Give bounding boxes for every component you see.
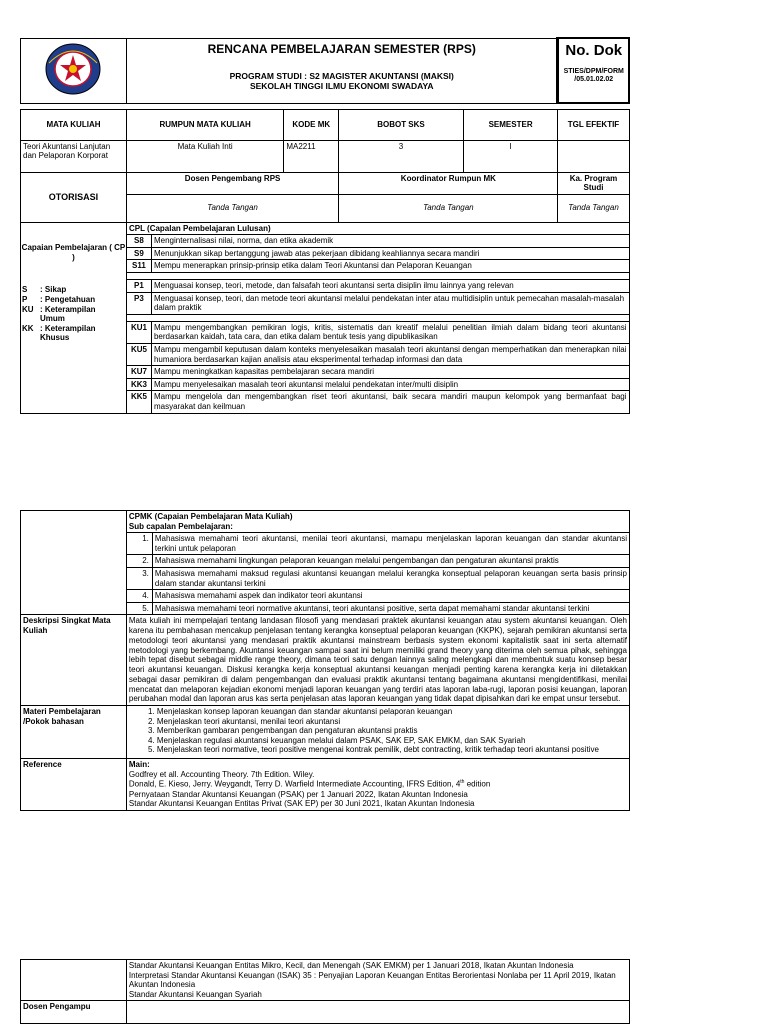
signature-kaprodi: Tanda Tangan — [558, 194, 629, 222]
col-header-sks: BOBOT SKS — [339, 109, 464, 140]
reference-continued-table — [20, 959, 630, 1024]
cpmk-table — [20, 510, 630, 811]
legend-kk: KK : Keterampilan Khusus — [22, 323, 96, 343]
list-item: 4. Menjelaskan regulasi akuntansi keuangan melalui dalam PSAK, SAK EP, SAK EMKM, dan SAK Syariah — [157, 736, 627, 746]
deskripsi-text: Mata kuliah ini mempelajari tentang landasan filosofi yang mendasari praktek akuntansi keuangan atau system akuntansi keuangan. Oleh karena itu pembahasan mencakup penjelasan tentang kerangka konseptual pelaporan keuangan (KKPK), sejarah pemikiran akuntansi serta metodologi teori akuntansi yang mendasari praktik akuntansi mainstream berbasis system ekonomi kapitalistik saat ini serta alternatif metodologi yang berkembang. Akuntansi keuangan sampai saat ini belum memiliki grand theory yang diterima oleh semua pihak, sehingga lebih tepat disebut sebagai middle range theory, dimana teori satu dengan lainnya saling melengkapi dan membentuk suatu konsep besar teori akuntansi keuangan. Diskusi kerangka kerja konseptual akuntansi keuangan menjadi penting karena kerangka kerja ini diletakkan sebagai dasar pemikiran di dalam pengembangan dan evaluasi praktik akuntansi tentang bagaimana akuntansi mengidentifikasi, menilai mencatat dan melaporan kejadian ekonomi menjadi laporan keuangan yang terdiri atas laporan laba-rugi, laporan posisi keuangan, laporan perubahan modal dan laporan arus kas serta penjelasan atas laporan keuangan yang tidak dapat dipisahkan dari ke empat unsur tersebut. — [126, 615, 629, 706]
cp-label: Capaian Pembelajaran ( CP ) — [21, 242, 126, 263]
rps-header-table — [20, 37, 630, 414]
list-item: KU1 Mampu mengembangkan pemikiran logis, kritis, sistematis dan kreatif melalui penelitian ilmiah dalam bidang teori akuntansi berdasarkan kaidah, tata cara, dan etika dalam bentuk tesis yang dipublikasikan — [127, 322, 629, 344]
materi-label: Materi Pembelajaran /Pokok bahasan — [21, 706, 127, 759]
list-item: P3 Menguasai konsep, teori, dan metode teori akuntansi melalui pendekatan inter atau multidisiplin untuk pemecahan masalah-masalah dalam praktik — [127, 292, 629, 314]
list-item: 3. Memberikan gambaran pengembangan dan pengaturan akuntansi praktis — [157, 726, 627, 736]
col-header-tgl: TGL EFEKTIF — [558, 109, 629, 140]
sikap-list — [127, 235, 629, 272]
pengetahuan-list — [127, 280, 629, 314]
cpmk-label-cell — [21, 511, 127, 615]
deskripsi-label: Deskripsi Singkat Mata Kuliah — [21, 615, 127, 706]
list-item: KU7 Mampu meningkatkan kapasitas pembelajaran secara mandiri — [127, 366, 629, 379]
school-logo — [43, 41, 103, 97]
cp-label-cell — [21, 222, 127, 413]
title-cell — [126, 38, 558, 103]
dosen-pengampu-cell — [126, 1001, 629, 1024]
reference-item: Standar Akuntansi Keuangan Entitas Mikro, Kecil, dan Menengah (SAK EMKM) per 1 Januari 2018, Ikatan Akuntan Indonesia — [128, 961, 574, 970]
course-sks: 3 — [339, 140, 464, 172]
legend-ku: KU : Keterampilan Umum — [22, 304, 96, 324]
keterampilan-list — [127, 322, 629, 413]
list-item: KU5 Mampu mengambil keputusan dalam konteks menyelesaikan masalah teori akuntansi dengan memperhatikan dan menerapkan nilai humaniora berdasarkan kajian analisis atau eksperimental terhadap informasi dan data — [127, 344, 629, 366]
list-item: S11 Mempu menerapkan prinsip-prinsip etika dalam Teori Akuntansi dan Pelaporan Keuangan — [127, 260, 629, 272]
cpmk-list — [127, 533, 629, 614]
list-item: 1. Menjelaskan konsep laporan keuangan dan standar akuntansi pelaporan keuangan — [157, 707, 627, 717]
logo-cell — [21, 38, 127, 103]
col-header-kode: KODE MK — [284, 109, 339, 140]
list-item: S9 Menunjukkan sikap bertanggung jawab atas pekerjaan dibidang keahliannya secara mandiri — [127, 247, 629, 260]
list-item: 2. Mahasiswa memahami lingkungan pelaporan keuangan melalui pengembangan dan pengaturan akuntansi praktis — [127, 555, 629, 568]
course-name: Teori Akuntansi Lanjutan dan Pelaporan Korporat — [21, 140, 127, 172]
role-dosen: Dosen Pengembang RPS — [126, 172, 338, 194]
list-item: 2. Menjelaskan teori akuntansi, menilai teori akuntansi — [157, 717, 627, 727]
list-item: 3. Mahasiswa memahami maksud regulasi akuntansi keuangan melalui kerangka konseptual pelaporan keuangan serta basis prinsip dalam standar akuntansi terkini — [127, 567, 629, 589]
materi-cell — [126, 706, 629, 759]
reference-item: Pernyataan Standar Akuntansi Keuangan (PSAK) per 1 Januari 2022, Ikatan Akuntan Indonesia — [128, 789, 468, 799]
list-item: 4. Mahasiswa memahami aspek dan indikator teori akuntansi — [127, 590, 629, 603]
reference-item: Standar Akuntansi Keuangan Syariah — [128, 989, 262, 999]
reference-label: Reference — [21, 759, 127, 811]
dosen-pengampu-label: Dosen Pengampu — [21, 1001, 127, 1024]
school-name: SEKOLAH TINGGI ILMU EKONOMI SWADAYA — [249, 81, 434, 92]
cpmk-header: CPMK (Capaian Pembelajaran Mata Kuliah) — [128, 512, 293, 521]
col-header-rumpun: RUMPUN MATA KULIAH — [126, 109, 283, 140]
role-koordinator: Koordinator Rumpun MK — [339, 172, 558, 194]
reference-item: Standar Akuntansi Keuangan Entitas Privat (SAK EP) per 30 Juni 2021, Ikatan Akuntan Indonesia — [128, 799, 475, 809]
col-header-mata-kuliah: MATA KULIAH — [21, 109, 127, 140]
list-item: KK3 Mampu menyelesaikan masalah teori akuntansi melalui pendekatan inter/multi disiplin — [127, 378, 629, 391]
doc-number: STIES/DPM/FORM /05.01.02.02 — [563, 68, 624, 84]
divider — [127, 314, 629, 322]
reference-item: Interpretasi Standar Akuntansi Keuangan (ISAK) 35 : Penyajian Laporan Keuangan Entitas Berorientasi Nonlaba per 11 April 2019, Ikatan Akuntan Indonesia — [128, 970, 616, 990]
list-item: S8 Menginternalisasi nilai, norma, dan etika akademik — [127, 235, 629, 247]
document-title: RENCANA PEMBELAJARAN SEMESTER (RPS) — [207, 41, 476, 56]
cpl-cell — [126, 222, 629, 413]
cpl-header: CPL (Capalan Pembelajaran Lulusan) — [127, 223, 629, 236]
divider — [127, 272, 629, 280]
list-item: KK5 Mampu mengelola dan mengembangkan riset teori akuntansi, baik secara mandiri maupun kelompok yang bermanfaat bagi masyarakat dan keilmuan — [127, 391, 629, 413]
signature-dosen: Tanda Tangan — [126, 194, 338, 222]
reference-cell — [126, 759, 629, 811]
list-item: P1 Menguasai konsep, teori, metode, dan falsafah teori akuntansi serta disiplin ilmu lainnya yang relevan — [127, 280, 629, 292]
program-name: PROGRAM STUDI : S2 MAGISTER AKUNTANSI (MAKSI) — [229, 70, 454, 81]
cpmk-cell — [126, 511, 629, 615]
legend-sikap: S : Sikap — [22, 285, 67, 295]
doc-label: No. Dok — [565, 42, 623, 59]
materi-list — [129, 707, 627, 755]
otorisasi-label: OTORISASI — [21, 172, 127, 222]
reference-main: Main: — [128, 760, 150, 770]
list-item: 1. Mahasiswa memahami teori akuntansi, menilai teori akuntansi, mamapu menjelaskan laporan keuangan dan standar akuntansi terkini untuk pelaporan — [127, 533, 629, 555]
list-item: 5. Menjelaskan teori normative, teori positive mengenai kontrak pemilik, debt contracting, kritik terhadap teori akuntansi positive — [157, 745, 627, 755]
signature-koordinator: Tanda Tangan — [339, 194, 558, 222]
role-kaprodi: Ka. Program Studi — [558, 172, 629, 194]
list-item: 5. Mahasiswa memahami teori normative akuntansi, teori akuntansi positive, serta dapat memahami standar akuntansi terkini — [127, 602, 629, 614]
cp-legend — [21, 285, 126, 343]
reference-item: Godfrey et all. Accounting Theory. 7th Edition. Wiley. — [128, 769, 315, 779]
empty-label-cell — [21, 960, 127, 1001]
reference-item: Donald, E. Kieso, Jerry. Weygandt, Terry D. Warfield Intermediate Accounting, IFRS Edition, 4th edition — [128, 779, 491, 789]
legend-pengetahuan: P : Pengetahuan — [22, 295, 96, 305]
doc-number-cell — [558, 38, 629, 103]
cpmk-sub: Sub capalan Pembelajaran: — [127, 522, 629, 534]
course-semester: I — [463, 140, 558, 172]
reference-continued-cell — [126, 960, 629, 1001]
col-header-semester: SEMESTER — [463, 109, 558, 140]
course-rumpun: Mata Kuliah Inti — [126, 140, 283, 172]
course-tgl — [558, 140, 629, 172]
course-code: MA2211 — [284, 140, 339, 172]
